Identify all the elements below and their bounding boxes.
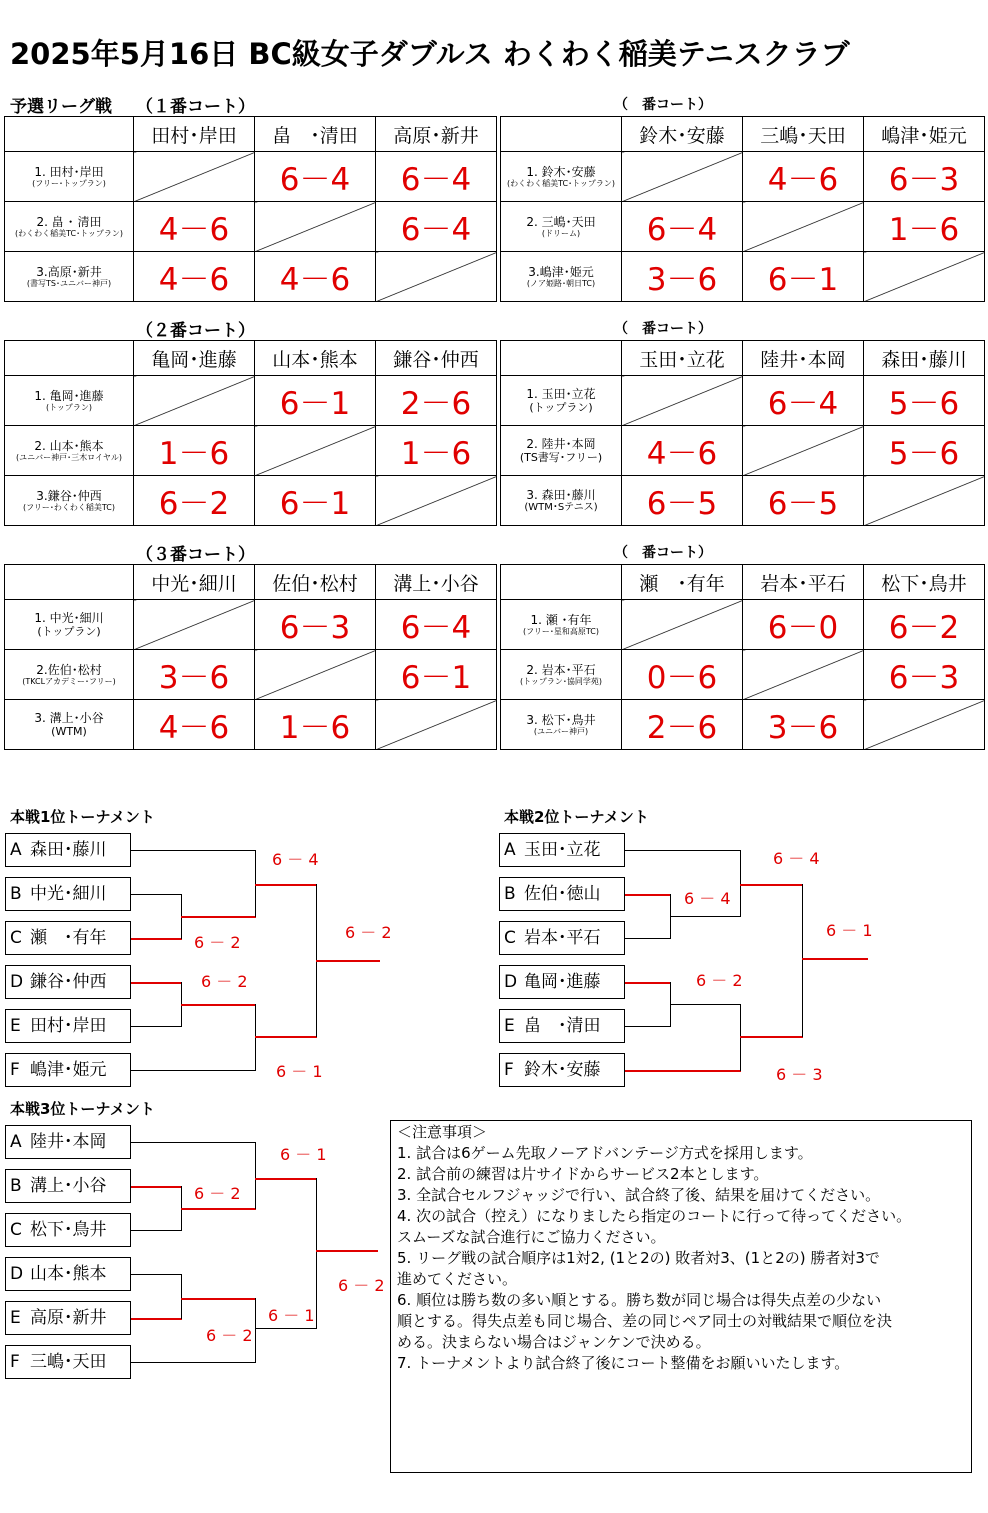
notes-line: スムーズな試合進行にご協力ください。	[397, 1228, 666, 1246]
tournament-3-title: 本戦3位トーナメント	[10, 1100, 155, 1118]
corner-cell	[5, 565, 134, 600]
entry-letter: B	[10, 884, 22, 904]
header-cell: 松下･鳥井	[864, 565, 985, 600]
header-cell: 溝上･小谷	[376, 565, 497, 600]
entry-letter: E	[10, 1308, 21, 1328]
player-label	[5, 700, 134, 750]
header-cell: 中光･細川	[134, 565, 255, 600]
header-cell: 玉田･立花	[622, 341, 743, 376]
bracket-line	[131, 1274, 182, 1275]
score-cell: 5－6	[864, 426, 985, 476]
player-label	[501, 376, 622, 426]
entry-name: 嶋津･姫元	[30, 1060, 107, 1080]
bracket-line-winner	[181, 1004, 256, 1006]
bracket-line	[131, 1362, 256, 1363]
player-affiliation: (ドリーム)	[541, 228, 581, 238]
player-name: 3.嶋津･姫元	[528, 264, 594, 279]
court-heading-4: （ 番コート）	[614, 321, 712, 337]
bracket-line	[131, 1070, 256, 1071]
bracket-line-winner	[181, 1298, 256, 1300]
entry-letter: D	[10, 1264, 24, 1284]
player-name: 1. 鈴木･安藤	[526, 164, 596, 179]
bracket-line	[316, 1178, 317, 1329]
score-cell: 6－3	[864, 152, 985, 202]
bracket-line	[131, 1026, 182, 1027]
league-header-row	[501, 341, 985, 376]
bracket-line-winner	[181, 1208, 256, 1210]
player-label	[5, 152, 134, 202]
bracket-line-winner	[131, 1318, 182, 1320]
match-score: 6 － 2	[696, 971, 743, 990]
tournament-entry	[5, 965, 131, 999]
league-row	[501, 376, 985, 426]
bracket-line-winner	[181, 916, 256, 918]
player-label	[5, 252, 134, 302]
entry-letter: F	[10, 1352, 20, 1372]
bracket-line-winner	[131, 938, 182, 940]
league-row	[501, 252, 985, 302]
notes-line: める。決まらない場合はジャンケンで決める。	[397, 1333, 711, 1351]
bracket-line-winner	[255, 884, 317, 886]
score-cell: 6－1	[376, 650, 497, 700]
league-table-4	[500, 340, 985, 526]
tournament-entry	[5, 833, 131, 867]
bracket-line	[670, 1004, 741, 1005]
notes-line: 5. リーグ戦の試合順序は1対2, (1と2の) 敗者対3、(1と2の) 勝者対3で	[397, 1249, 880, 1267]
header-cell: 山本･熊本	[255, 341, 376, 376]
self-match-cell	[134, 376, 255, 426]
entry-name: 亀岡･進藤	[524, 972, 601, 992]
player-affiliation: (トップラン)	[37, 625, 101, 638]
tournament-entry	[5, 1213, 131, 1247]
score-cell: 6－4	[622, 202, 743, 252]
score-cell: 4－6	[743, 152, 864, 202]
score-cell: 6－4	[376, 152, 497, 202]
entry-letter: B	[10, 1176, 22, 1196]
bracket-line-winner	[802, 958, 868, 960]
match-score: 6 － 2	[345, 923, 392, 942]
player-label	[5, 202, 134, 252]
player-affiliation: (トップラン･協同学苑)	[519, 676, 602, 686]
header-cell: 高原･新井	[376, 117, 497, 152]
player-name: 2. 山本･熊本	[34, 438, 104, 453]
player-affiliation: (わくわく稲美TC･トップラン)	[506, 178, 615, 188]
score-cell: 6－4	[743, 376, 864, 426]
league-table-3	[4, 340, 497, 526]
score-cell: 4－6	[255, 252, 376, 302]
bracket-line-winner	[316, 960, 380, 962]
league-row	[501, 650, 985, 700]
player-label	[5, 650, 134, 700]
bracket-line	[131, 850, 256, 851]
league-row	[501, 426, 985, 476]
player-name: 2.佐伯･松村	[36, 662, 102, 677]
league-row	[5, 650, 497, 700]
tournament-entry	[499, 1009, 625, 1043]
match-score: 6 － 4	[684, 889, 731, 908]
entry-name: 畠 ･清田	[524, 1016, 601, 1036]
tournament-entry	[499, 833, 625, 867]
corner-cell	[501, 117, 622, 152]
header-cell: 森田･藤川	[864, 341, 985, 376]
bracket-line	[131, 1142, 256, 1143]
tournament-1-title: 本戦1位トーナメント	[10, 808, 155, 826]
player-name: 3.高原･新井	[36, 264, 102, 279]
self-match-cell	[743, 426, 864, 476]
entry-name: 田村･岸田	[30, 1016, 107, 1036]
self-match-cell	[255, 426, 376, 476]
score-cell: 6－2	[864, 600, 985, 650]
match-score: 6 － 2	[338, 1276, 385, 1295]
header-cell: 鈴木･安藤	[622, 117, 743, 152]
corner-cell	[501, 341, 622, 376]
entry-letter: A	[10, 1132, 22, 1152]
tournament-entry	[5, 1301, 131, 1335]
match-score: 6 － 1	[826, 921, 873, 940]
score-cell: 4－6	[134, 252, 255, 302]
player-affiliation: (ユニバー神戸･三木ロイヤル)	[16, 452, 122, 462]
player-label	[5, 376, 134, 426]
entry-name: 山本･熊本	[30, 1264, 107, 1284]
entry-name: 三嶋･天田	[30, 1352, 107, 1372]
score-cell: 6－3	[255, 600, 376, 650]
tournament-entry	[499, 965, 625, 999]
score-cell: 6－2	[134, 476, 255, 526]
entry-name: 鎌谷･仲西	[30, 972, 107, 992]
score-cell: 6－4	[376, 600, 497, 650]
header-cell: 嶋津･姫元	[864, 117, 985, 152]
bracket-line	[181, 1274, 182, 1319]
bracket-line	[255, 1142, 256, 1209]
notes-line: 2. 試合前の練習は片サイドからサービス2本とします。	[397, 1165, 769, 1183]
tournament-entry	[5, 1125, 131, 1159]
player-affiliation: (フリー･星和高原TC)	[523, 626, 599, 636]
player-label	[501, 650, 622, 700]
header-cell: 岩本･平石	[743, 565, 864, 600]
player-label	[5, 426, 134, 476]
self-match-cell	[743, 650, 864, 700]
league-row	[5, 152, 497, 202]
entry-letter: A	[10, 840, 22, 860]
notes-line: 7. トーナメントより試合終了後にコート整備をお願いいたします。	[397, 1354, 850, 1372]
bracket-line	[131, 1230, 182, 1231]
league-table-1	[4, 116, 497, 302]
league-row	[5, 376, 497, 426]
header-cell: 亀岡･進藤	[134, 341, 255, 376]
bracket-line-winner	[255, 1178, 317, 1180]
tournament-2-title: 本戦2位トーナメント	[504, 808, 649, 826]
entry-letter: C	[504, 928, 516, 948]
score-cell: 6－3	[864, 650, 985, 700]
score-cell: 6－4	[255, 152, 376, 202]
bracket-line-winner	[625, 982, 671, 984]
league-row	[501, 700, 985, 750]
entry-name: 松下･鳥井	[30, 1220, 107, 1240]
score-cell: 2－6	[376, 376, 497, 426]
league-table-6	[500, 564, 985, 750]
header-cell: 陸井･本岡	[743, 341, 864, 376]
entry-letter: F	[10, 1060, 20, 1080]
score-cell: 2－6	[622, 700, 743, 750]
page-title: 2025年5月16日 BC級女子ダブルス わくわく稲美テニスクラブ	[10, 37, 850, 71]
self-match-cell	[622, 600, 743, 650]
league-row	[5, 700, 497, 750]
league-header-row	[501, 117, 985, 152]
entry-letter: D	[504, 972, 518, 992]
league-row	[501, 202, 985, 252]
match-score: 6 － 2	[194, 933, 241, 952]
player-label	[5, 600, 134, 650]
court-heading-1: （１番コート）	[136, 97, 255, 117]
bracket-line-winner	[316, 1250, 378, 1252]
player-label	[501, 152, 622, 202]
bracket-line	[670, 916, 741, 917]
score-cell: 6－1	[255, 376, 376, 426]
league-header-row	[5, 341, 497, 376]
player-affiliation: (TS書写･フリー)	[519, 451, 603, 464]
entry-name: 瀬 ･有年	[30, 928, 107, 948]
entry-name: 中光･細川	[30, 884, 107, 904]
self-match-cell	[376, 476, 497, 526]
bracket-line-winner	[625, 894, 671, 896]
player-label	[501, 700, 622, 750]
tournament-entry	[5, 1169, 131, 1203]
self-match-cell	[864, 476, 985, 526]
match-score: 6 － 2	[206, 1326, 253, 1345]
player-affiliation: (書写TS･ユニバー神戸)	[26, 278, 112, 288]
court-heading-2: （ 番コート）	[614, 97, 712, 113]
player-name: 2. 岩本･平石	[526, 662, 596, 677]
tournament-entry	[499, 1053, 625, 1087]
section-heading: 予選リーグ戦	[10, 97, 112, 117]
player-name: 1. 玉田･立花	[526, 387, 596, 401]
match-score: 6 － 4	[773, 849, 820, 868]
score-cell: 1－6	[255, 700, 376, 750]
header-cell: 鎌谷･仲西	[376, 341, 497, 376]
score-cell: 1－6	[376, 426, 497, 476]
league-row	[501, 152, 985, 202]
player-label	[501, 202, 622, 252]
header-cell: 畠 ･清田	[255, 117, 376, 152]
bracket-line-winner	[131, 1186, 182, 1188]
entry-letter: B	[504, 884, 516, 904]
self-match-cell	[622, 376, 743, 426]
score-cell: 0－6	[622, 650, 743, 700]
tournament-entry	[5, 877, 131, 911]
match-score: 6 － 1	[268, 1306, 315, 1325]
bracket-line	[131, 894, 182, 895]
player-label	[5, 476, 134, 526]
league-header-row	[5, 117, 497, 152]
player-affiliation: (TKCLアカデミー･フリー)	[22, 676, 116, 686]
score-cell: 6－5	[622, 476, 743, 526]
match-score: 6 － 2	[194, 1184, 241, 1203]
league-row	[5, 476, 497, 526]
bracket-line-winner	[740, 884, 803, 886]
entry-letter: E	[504, 1016, 515, 1036]
player-affiliation: (WTM)	[51, 725, 87, 738]
player-label	[501, 426, 622, 476]
bracket-line	[255, 1328, 317, 1329]
notes-line: 進めてください。	[397, 1270, 518, 1288]
notes-line: 4. 次の試合（控え）になりましたら指定のコートに行って待ってください。	[397, 1207, 912, 1225]
league-header-row	[501, 565, 985, 600]
tournament-entry	[5, 921, 131, 955]
player-name: 1. 田村･岸田	[34, 164, 104, 179]
entry-name: 溝上･小谷	[30, 1176, 107, 1196]
entry-name: 陸井･本岡	[30, 1132, 107, 1152]
corner-cell	[5, 341, 134, 376]
corner-cell	[5, 117, 134, 152]
self-match-cell	[255, 650, 376, 700]
self-match-cell	[622, 152, 743, 202]
bracket-line	[802, 884, 803, 1037]
corner-cell	[501, 565, 622, 600]
notes-heading: ＜注意事項＞	[397, 1123, 488, 1141]
player-name: 3. 溝上･小谷	[34, 711, 104, 725]
self-match-cell	[134, 600, 255, 650]
score-cell: 5－6	[864, 376, 985, 426]
bracket-line-winner	[625, 1070, 741, 1072]
player-label	[501, 476, 622, 526]
self-match-cell	[255, 202, 376, 252]
player-affiliation: (トップラン)	[45, 402, 92, 412]
header-cell: 三嶋･天田	[743, 117, 864, 152]
match-score: 6 － 4	[272, 850, 319, 869]
bracket-line	[625, 850, 741, 851]
bracket-line	[255, 1298, 256, 1363]
league-table-5	[4, 564, 497, 750]
entry-name: 玉田･立花	[524, 840, 601, 860]
header-cell: 佐伯･松村	[255, 565, 376, 600]
player-name: 1. 亀岡･進藤	[34, 388, 104, 403]
score-cell: 6－1	[743, 252, 864, 302]
player-label	[501, 600, 622, 650]
score-cell: 3－6	[743, 700, 864, 750]
tournament-entry	[5, 1257, 131, 1291]
player-name: 2. 陸井･本岡	[526, 437, 596, 451]
player-name: 3. 松下･鳥井	[526, 712, 596, 727]
match-score: 6 － 2	[201, 972, 248, 991]
player-name: 3.鎌谷･仲西	[36, 488, 102, 503]
league-row	[501, 476, 985, 526]
score-cell: 1－6	[134, 426, 255, 476]
notes-line: 6. 順位は勝ち数の多い順とする。勝ち数が同じ場合は得失点差の少ない	[397, 1291, 882, 1309]
score-cell: 6－4	[376, 202, 497, 252]
bracket-line	[625, 938, 671, 939]
league-row	[5, 202, 497, 252]
notes-line: 3. 全試合セルフジャッジで行い、試合終了後、結果を届けてください。	[397, 1186, 881, 1204]
score-cell: 6－1	[255, 476, 376, 526]
player-affiliation: (ユニバー神戸)	[533, 726, 589, 736]
entry-letter: A	[504, 840, 516, 860]
bracket-line	[625, 1026, 671, 1027]
score-cell: 1－6	[864, 202, 985, 252]
score-cell: 3－6	[134, 650, 255, 700]
player-label	[501, 252, 622, 302]
self-match-cell	[864, 700, 985, 750]
score-cell: 4－6	[622, 426, 743, 476]
bracket-line-winner	[255, 1036, 317, 1038]
notes-line: 1. 試合は6ゲーム先取ノーアドバンテージ方式を採用します。	[397, 1144, 813, 1162]
score-cell: 6－0	[743, 600, 864, 650]
score-cell: 3－6	[622, 252, 743, 302]
tournament-entry	[499, 877, 625, 911]
player-name: 2. 三嶋･天田	[526, 214, 596, 229]
entry-letter: D	[10, 972, 24, 992]
player-affiliation: (ノア姫路･朝日TC)	[526, 278, 596, 288]
entry-letter: C	[10, 1220, 22, 1240]
player-name: 1. 瀬 ･有年	[530, 612, 592, 627]
entry-letter: E	[10, 1016, 21, 1036]
entry-letter: F	[504, 1060, 514, 1080]
header-cell: 田村･岸田	[134, 117, 255, 152]
tournament-entry	[5, 1053, 131, 1087]
match-score: 6 － 3	[776, 1065, 823, 1084]
player-affiliation: (わくわく稲美TC･トップラン)	[14, 228, 123, 238]
player-name: 2. 畠 ･ 清田	[36, 214, 102, 229]
player-affiliation: (フリー･トップラン)	[32, 178, 106, 188]
entry-name: 岩本･平石	[524, 928, 601, 948]
tournament-entry	[5, 1345, 131, 1379]
self-match-cell	[743, 202, 864, 252]
tournament-entry	[499, 921, 625, 955]
league-row	[5, 426, 497, 476]
score-cell: 4－6	[134, 202, 255, 252]
self-match-cell	[376, 252, 497, 302]
notes-box	[390, 1120, 972, 1473]
court-heading-5: （３番コート）	[136, 545, 255, 565]
entry-name: 佐伯･徳山	[524, 884, 601, 904]
league-row	[501, 600, 985, 650]
entry-name: 高原･新井	[30, 1308, 107, 1328]
court-heading-3: （２番コート）	[136, 321, 255, 341]
notes-line: 順とする。得失点差も同じ場合、差の同じペア同士の対戦結果で順位を決	[397, 1312, 893, 1330]
self-match-cell	[864, 252, 985, 302]
entry-name: 鈴木･安藤	[524, 1060, 601, 1080]
player-affiliation: (トップラン)	[529, 401, 593, 414]
player-name: 3. 森田･藤川	[526, 487, 596, 502]
league-table-2	[500, 116, 985, 302]
bracket-line-winner	[740, 1036, 803, 1038]
match-score: 6 － 1	[276, 1062, 323, 1081]
bracket-line-winner	[131, 982, 182, 984]
player-affiliation: (WTM･Sテニス)	[524, 501, 598, 513]
tournament-entry	[5, 1009, 131, 1043]
entry-name: 森田･藤川	[30, 840, 107, 860]
league-row	[5, 252, 497, 302]
score-cell: 4－6	[134, 700, 255, 750]
player-affiliation: (フリー･わくわく稲美TC)	[23, 502, 115, 512]
self-match-cell	[376, 700, 497, 750]
player-name: 1. 中光･細川	[34, 611, 104, 625]
league-header-row	[5, 565, 497, 600]
court-heading-6: （ 番コート）	[614, 545, 712, 561]
header-cell: 瀬 ･有年	[622, 565, 743, 600]
entry-letter: C	[10, 928, 22, 948]
score-cell: 6－5	[743, 476, 864, 526]
match-score: 6 － 1	[280, 1145, 327, 1164]
self-match-cell	[134, 152, 255, 202]
league-row	[5, 600, 497, 650]
